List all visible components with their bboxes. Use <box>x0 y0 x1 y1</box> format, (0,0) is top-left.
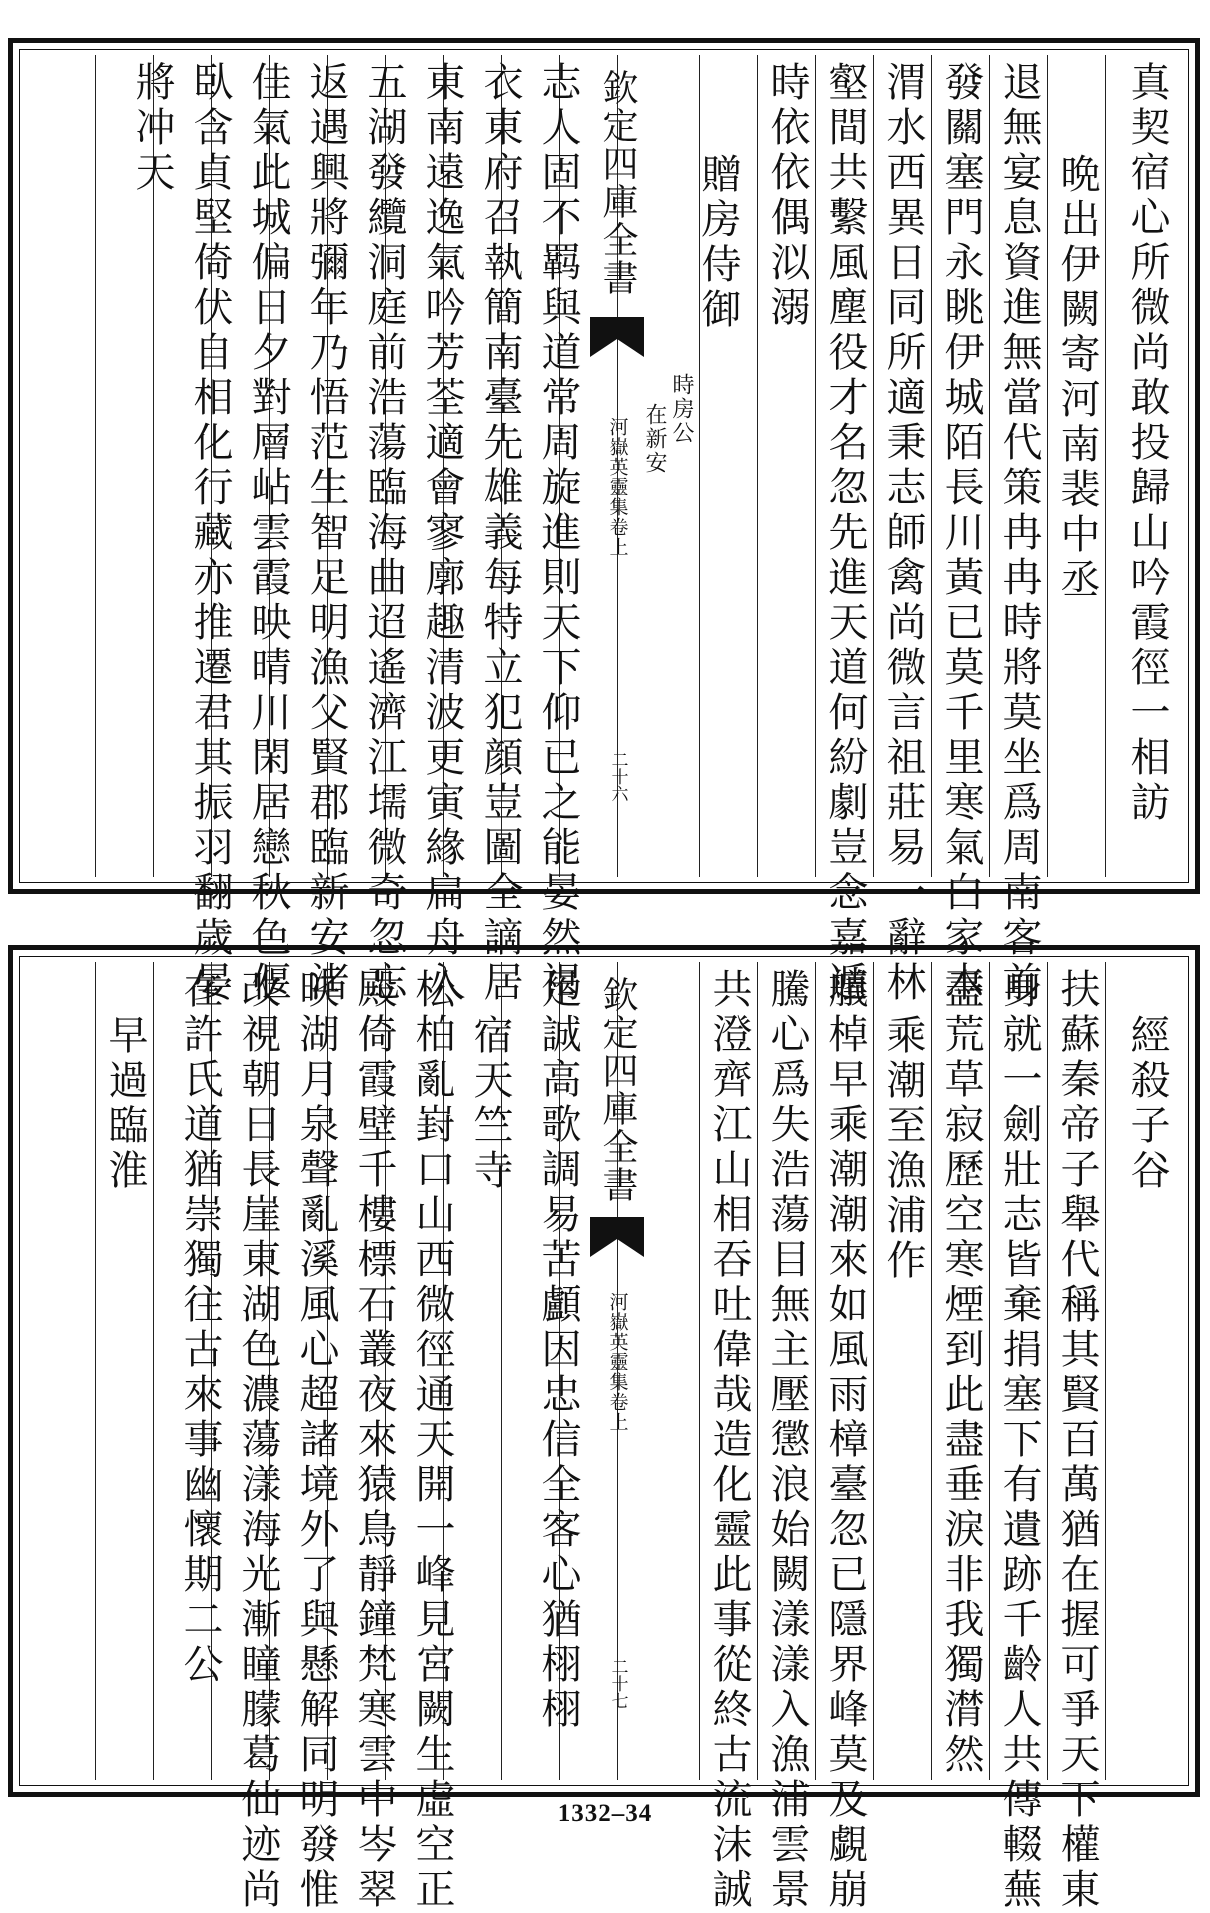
column-rule <box>815 55 816 877</box>
text-column: 艤棹早乘潮潮來如風雨樟臺忽已隱界峰莫及覷崩 <box>822 968 868 1913</box>
column-rule <box>95 55 96 877</box>
text-column: 扶蘇秦帝子舉代稱其賢百萬猶在握可爭天下權東 <box>1054 968 1100 1913</box>
text-column: 東南遠逸氣吟芳荃適會寥廓趣清波更寅緣扁舟入 <box>419 61 465 1006</box>
column-rule <box>815 962 816 1780</box>
text-column: 五湖發纜洞庭前浩蕩臨海曲迢遙濟江壖微奇忽忘 <box>361 61 407 1006</box>
text-column: 改視朝日長崖東湖色濃蕩漾海光漸瞳朦葛仙迹尚 <box>235 968 281 1913</box>
poem-title: 贈房侍御 <box>695 153 741 333</box>
text-column: 共澄齊江山相吞吐偉哉造化靈此事從終古流沫誠 <box>706 968 752 1913</box>
text-column: 殿倚霞壁千樓標石叢夜來猿鳥靜鐘梵寒雲中岑翠 <box>351 968 397 1913</box>
text-column: 騰心爲失浩蕩目無主壓懲浪始闕漾漾入漁浦雲景 <box>764 968 810 1913</box>
poem-title: 晩出伊闕寄河南裴中丞 <box>1054 153 1100 603</box>
center-page-number: 二十六 <box>607 751 628 802</box>
column-rule <box>1047 55 1048 877</box>
text-column: 身就一劍壯志皆棄捐塞下有遺跡千齡人共傳輟蕪 <box>996 968 1042 1913</box>
column-rule <box>153 962 154 1780</box>
column-rule <box>989 962 990 1780</box>
poem-title: 經殺子谷 <box>1124 1014 1170 1194</box>
poem-title: 宿天竺寺 <box>467 1014 513 1194</box>
fishtail-mark <box>590 317 644 357</box>
column-rule <box>873 962 874 1780</box>
fishtail-mark <box>590 1217 644 1257</box>
column-rule <box>1105 962 1106 1780</box>
column-rule <box>1105 55 1106 877</box>
column-rule <box>757 962 758 1780</box>
text-column: 佳氣此城偏日夕對層岾雲霞映晴川閑居戀秋色偃 <box>245 61 291 1006</box>
column-rule <box>757 55 758 877</box>
center-band <box>588 55 646 877</box>
text-column: 衣東府召執簡南臺先雄義每特立犯顔豈圖全謫居 <box>477 61 523 1006</box>
poem-title-note: 時房公 <box>669 373 694 445</box>
column-rule <box>699 962 700 1780</box>
center-title: 欽定四庫全書 <box>597 976 638 1204</box>
column-rule <box>931 962 932 1780</box>
center-band <box>588 962 646 1780</box>
column-rule <box>931 55 932 877</box>
text-column: 足誠高歌調易苦顱因忠信全客心猶栩栩 <box>535 968 581 1733</box>
center-title: 欽定四庫全書 <box>597 69 638 297</box>
text-column: 臥含貞堅倚伏自相化行藏亦推遷君其振羽翻歲晏 <box>187 61 233 1006</box>
text-column: 渭水西異日同所適秉志師禽尚微言祖莊易一辭林 <box>880 61 926 1006</box>
text-column: 志人固不羁與道常周旋進則天下仰已之能晏然褐 <box>535 61 581 1006</box>
poem-title-note: 在新安 <box>642 403 667 475</box>
center-source: 河嶽英靈集卷上 <box>606 417 629 557</box>
text-column: 映湖月泉聲亂溪風心超諸境外了與懸解同明發惟 <box>293 968 339 1913</box>
column-rule <box>1047 962 1048 1780</box>
column-rule <box>873 55 874 877</box>
text-column: 壑間共繫風塵役才名忽先進天道何紛劇豈念嘉遁 <box>822 61 868 1006</box>
page-footer-label: 1332–34 <box>557 1800 653 1827</box>
column-rule <box>95 962 96 1780</box>
column-rule <box>989 55 990 877</box>
book-page-1 <box>8 38 1200 1006</box>
text-column: 時依依偶泤溺 <box>764 61 810 331</box>
text-column: 將冲天 <box>129 61 175 196</box>
poem-title: 早過臨淮 <box>102 1014 148 1194</box>
center-page-number: 二十七 <box>607 1658 628 1709</box>
text-column: 松柏亂崶口山西微徑通天開一峰見宮闕生虛空正 <box>409 968 455 1913</box>
text-column: 盡荒草寂歷空寒煙到此盡垂淚非我獨潸然 <box>938 968 984 1778</box>
text-column: 真契宿心所微尚敢投歸山吟霞徑一相訪 <box>1124 61 1170 826</box>
text-column: 在許氏道猶崇獨往古來事幽懷期二公 <box>177 968 223 1688</box>
poem-title: 乘潮至漁浦作 <box>880 1014 926 1284</box>
text-column: 退無宴息資進無當代策冉冉時將莫坐爲周南客前 <box>996 61 1042 1006</box>
text-column: 發關塞門永眺伊城陌長川黃已莫千里寒氣白家本 <box>938 61 984 1006</box>
text-column: 返遇興將彌年乃悟范生智足明漁父賢郡臨新安渚 <box>303 61 349 1006</box>
center-source: 河嶽英靈集卷上 <box>606 1292 629 1432</box>
